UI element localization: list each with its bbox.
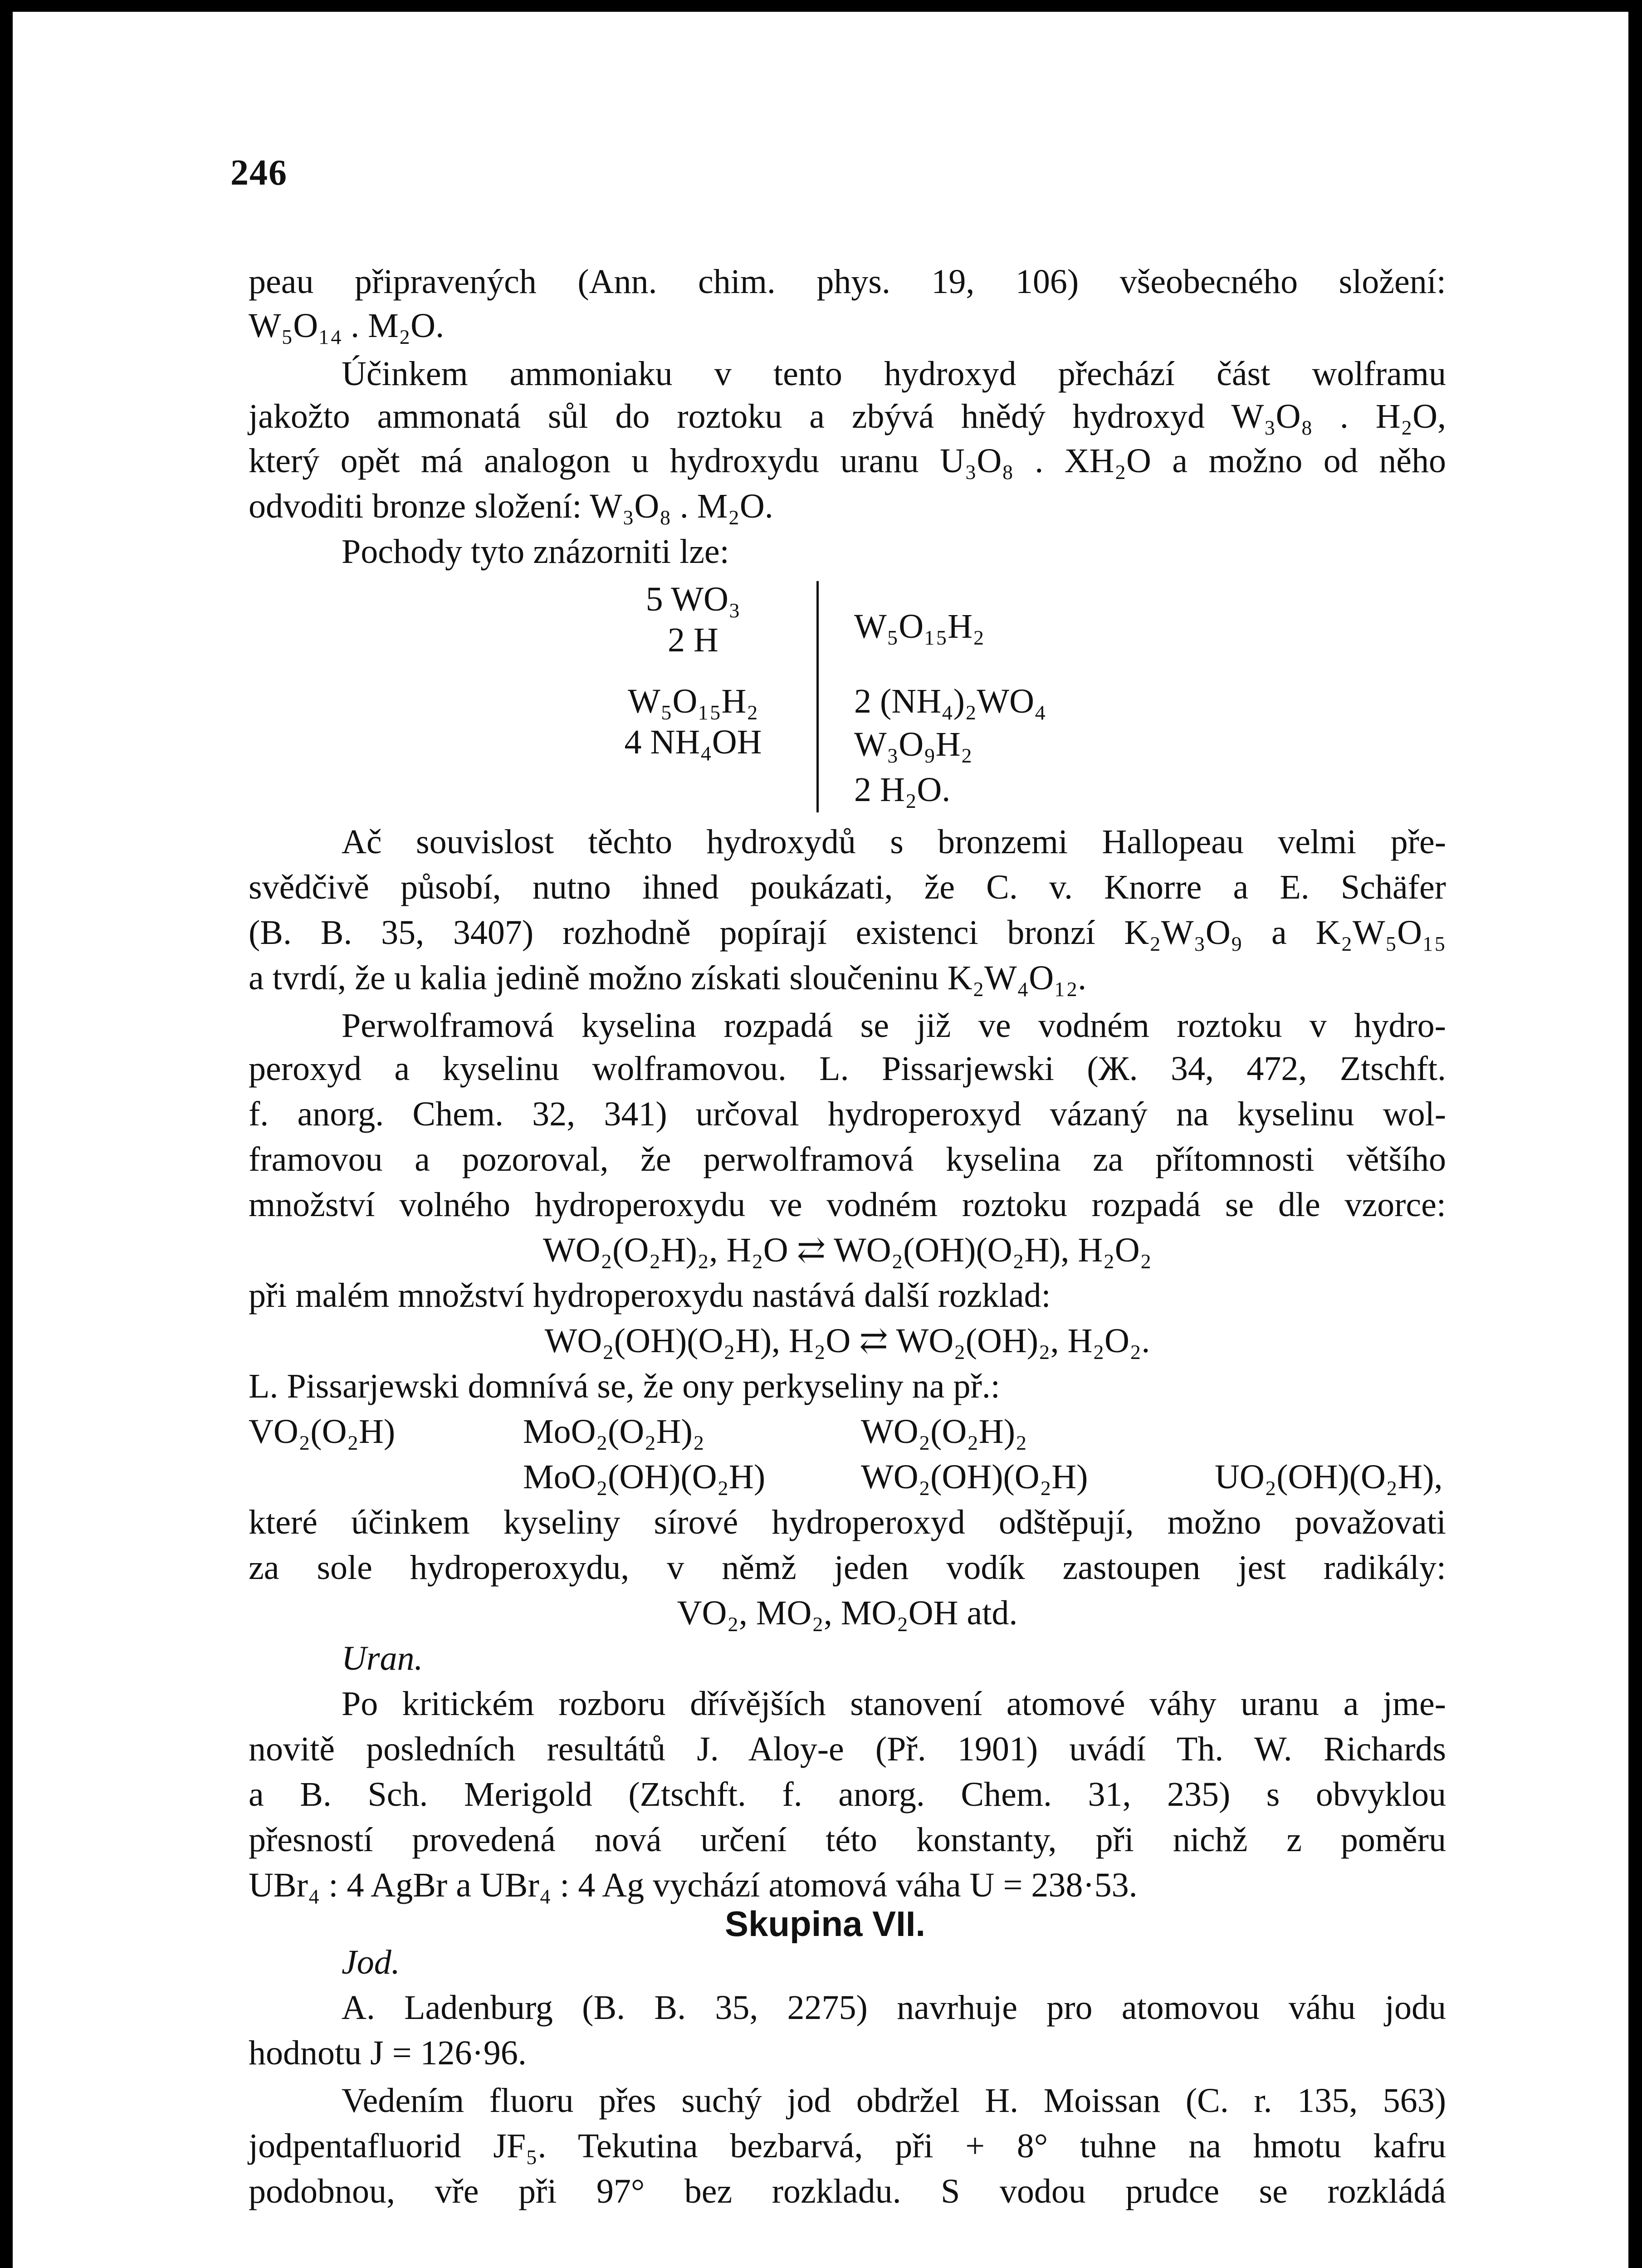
scheme-right-4: 2 H₂O.	[854, 771, 951, 809]
text-line-23: a B. Sch. Merigold (Ztschft. f. anorg. Chem. 31, 235) s obvyklou	[249, 1775, 1446, 1813]
text-line-14: f. anorg. Chem. 32, 341) určoval hydroperoxyd vázaný na kyselinu wol-	[249, 1095, 1446, 1133]
text-line-3: Účinkem ammoniaku v tento hydroxyd přechází část wolframu	[342, 355, 1446, 393]
text-line-29: jodpentafluorid JF₅. Tekutina bezbarvá, při + 8° tuhne na hmotu kafru	[249, 2127, 1446, 2165]
text-line-17: při malém množství hydroperoxydu nastává další rozklad:	[249, 1276, 1051, 1315]
text-line-10: (B. B. 35, 3407) rozhodně popírají existenci bronzí K₂W₃O₉ a K₂W₅O₁₅	[249, 914, 1446, 952]
text-line-2: W₅O₁₄ . M₂O.	[249, 307, 445, 345]
scheme-right-2: 2 (NH₄)₂WO₄	[854, 682, 1046, 720]
text-line-26: A. Ladenburg (B. B. 35, 2275) navrhuje pro atomovou váhu jodu	[342, 1989, 1446, 2027]
text-line-25: UBr₄ : 4 AgBr a UBr₄ : 4 Ag vychází atomová váha U = 238·53.	[249, 1866, 1138, 1904]
peracid-r2-c1: MoO₂(OH)(O₂H)	[523, 1458, 766, 1496]
scheme-right-1: W₅O₁₅H₂	[854, 607, 985, 645]
text-line-16: množství volného hydroperoxydu ve vodném roztoku rozpadá se dle vzorce:	[249, 1186, 1446, 1224]
text-line-5: který opět má analogon u hydroxydu uranu U₃O₈ . XH₂O a možno od něho	[249, 442, 1446, 480]
text-line-15: framovou a pozoroval, že perwolframová kyselina za přítomnosti většího	[249, 1140, 1446, 1178]
scheme-divider	[816, 581, 819, 812]
text-line-24: přesností provedená nová určení této konstanty, při nichž z poměru	[249, 1821, 1446, 1859]
text-line-30: podobnou, vře při 97° bez rozkladu. S vodou prudce se rozkládá	[249, 2172, 1446, 2210]
peracid-r2-c2: WO₂(OH)(O₂H)	[861, 1458, 1088, 1496]
text-line-21: Po kritickém rozboru dřívějších stanovení atomové váhy uranu a jme-	[342, 1685, 1446, 1723]
scheme-left-3: W₅O₁₅H₂	[628, 682, 758, 720]
scheme-left-1: 5 WO₃	[645, 580, 741, 618]
equation-2: WO₂(OH)(O₂H), H₂O ⇄ WO₂(OH)₂, H₂O₂.	[544, 1322, 1150, 1360]
text-line-6: odvoditi bronze složení: W₃O₈ . M₂O.	[249, 487, 773, 525]
text-line-9: svědčivě působí, nutno ihned poukázati, že C. v. Knorre a E. Schäfer	[249, 868, 1446, 906]
text-line-28: Vedením fluoru přes suchý jod obdržel H. Moissan (C. r. 135, 563)	[342, 2082, 1446, 2120]
text-line-8: Ač souvislost těchto hydroxydů s bronzemi Hallopeau velmi pře-	[342, 823, 1446, 861]
equation-3: VO₂, MO₂, MO₂OH atd.	[677, 1594, 1018, 1632]
text-line-19: které účinkem kyseliny sírové hydroperoxyd odštěpují, možno považovati	[249, 1503, 1446, 1541]
section-jod: Jod.	[342, 1943, 400, 1981]
equation-1: WO₂(O₂H)₂, H₂O ⇄ WO₂(OH)(O₂H), H₂O₂	[542, 1231, 1152, 1269]
text-line-18: L. Pissarjewski domnívá se, že ony perkyseliny na př.:	[249, 1367, 1000, 1405]
section-heading: Skupina VII.	[725, 1904, 926, 1944]
peracid-r1-c1: VO₂(O₂H)	[249, 1413, 396, 1451]
section-uran: Uran.	[342, 1639, 423, 1677]
page-number: 246	[230, 153, 288, 193]
document-page	[13, 12, 1628, 2268]
text-line-22: novitě posledních resultátů J. Aloy-e (Př. 1901) uvádí Th. W. Richards	[249, 1730, 1446, 1768]
text-line-1: peau připravených (Ann. chim. phys. 19, 106) všeobecného složení:	[249, 263, 1446, 301]
scheme-right-3: W₃O₉H₂	[854, 725, 972, 763]
peracid-r2-c3: UO₂(OH)(O₂H),	[1215, 1458, 1443, 1496]
peracid-r1-c3: WO₂(O₂H)₂	[861, 1413, 1027, 1451]
text-line-7: Pochody tyto znázorniti lze:	[342, 533, 729, 571]
text-line-4: jakožto ammonatá sůl do roztoku a zbývá hnědý hydroxyd W₃O₈ . H₂O,	[249, 397, 1446, 435]
scheme-left-2: 2 H	[668, 621, 718, 659]
text-line-20: za sole hydroperoxydu, v němž jeden vodík zastoupen jest radikály:	[249, 1549, 1446, 1587]
text-line-12: Perwolframová kyselina rozpadá se již ve vodném roztoku v hydro-	[342, 1007, 1446, 1045]
scheme-left-4: 4 NH₄OH	[624, 723, 762, 761]
text-line-27: hodnotu J = 126·96.	[249, 2034, 527, 2072]
peracid-r1-c2: MoO₂(O₂H)₂	[523, 1413, 705, 1451]
text-line-13: peroxyd a kyselinu wolframovou. L. Pissarjewski (Ж. 34, 472, Ztschft.	[249, 1050, 1446, 1088]
text-line-11: a tvrdí, že u kalia jedině možno získati sloučeninu K₂W₄O₁₂.	[249, 959, 1087, 997]
